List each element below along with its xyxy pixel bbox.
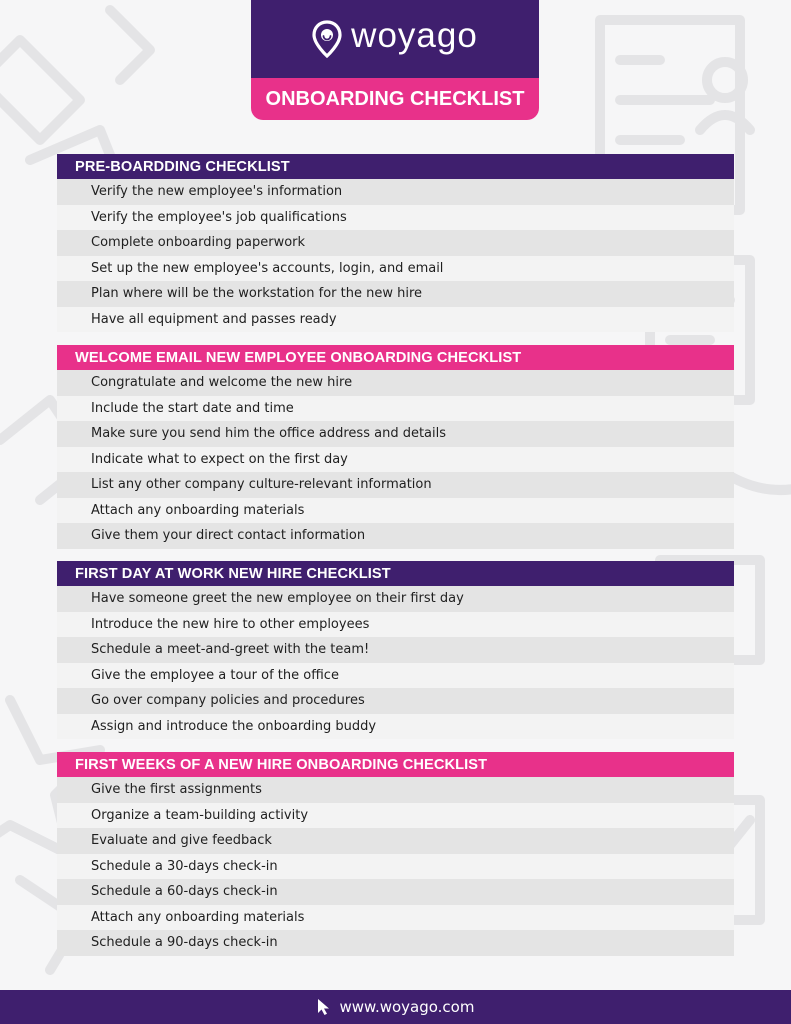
checklist-item: Organize a team-building activity: [57, 803, 734, 829]
footer-bar: [0, 990, 791, 1024]
checklist-item: Verify the new employee's information: [57, 179, 734, 205]
checklist-item: Schedule a meet-and-greet with the team!: [57, 637, 734, 663]
checklist-items: [57, 370, 734, 549]
checklist-item: Attach any onboarding materials: [57, 498, 734, 524]
checklist-item: Assign and introduce the onboarding buddy: [57, 714, 734, 740]
checklist-items: [57, 586, 734, 739]
brand-name: woyago: [351, 16, 478, 55]
checklist-item: Have someone greet the new employee on their first day: [57, 586, 734, 612]
section-pre-boarding: [57, 154, 734, 332]
checklist-item: Attach any onboarding materials: [57, 905, 734, 931]
checklist-item: Schedule a 90-days check-in: [57, 930, 734, 956]
checklist-item: Set up the new employee's accounts, login, and email: [57, 256, 734, 282]
section-first-weeks: [57, 752, 734, 956]
checklist-item: Congratulate and welcome the new hire: [57, 370, 734, 396]
checklist-item: Indicate what to expect on the first day: [57, 447, 734, 473]
section-heading: WELCOME EMAIL NEW EMPLOYEE ONBOARDING CHECKLIST: [57, 345, 734, 370]
checklist-item: Include the start date and time: [57, 396, 734, 422]
brand-bar: [251, 0, 539, 78]
checklist-item: Make sure you send him the office address and details: [57, 421, 734, 447]
section-heading: FIRST DAY AT WORK NEW HIRE CHECKLIST: [57, 561, 734, 586]
header-card: [251, 0, 539, 120]
checklist-item: Plan where will be the workstation for the new hire: [57, 281, 734, 307]
checklist-item: Verify the employee's job qualifications: [57, 205, 734, 231]
checklist-item: Schedule a 30-days check-in: [57, 854, 734, 880]
checklist-item: Introduce the new hire to other employees: [57, 612, 734, 638]
section-welcome-email: [57, 345, 734, 549]
checklist-item: Evaluate and give feedback: [57, 828, 734, 854]
checklist-item: Have all equipment and passes ready: [57, 307, 734, 333]
cursor-arrow-icon: [317, 998, 332, 1016]
section-heading: PRE-BOARDDING CHECKLIST: [57, 154, 734, 179]
section-heading: FIRST WEEKS OF A NEW HIRE ONBOARDING CHECKLIST: [57, 752, 734, 777]
checklist-item: Go over company policies and procedures: [57, 688, 734, 714]
location-pin-icon: [312, 20, 342, 58]
checklist-item: Give the employee a tour of the office: [57, 663, 734, 689]
checklist-item: Complete onboarding paperwork: [57, 230, 734, 256]
checklist-item: List any other company culture-relevant information: [57, 472, 734, 498]
checklist-items: [57, 777, 734, 956]
checklist-item: Schedule a 60-days check-in: [57, 879, 734, 905]
website-link[interactable]: www.woyago.com: [339, 998, 475, 1016]
section-first-day: [57, 561, 734, 739]
checklist-item: Give them your direct contact information: [57, 523, 734, 549]
page-title: ONBOARDING CHECKLIST: [251, 78, 539, 120]
checklist-items: [57, 179, 734, 332]
checklist-item: Give the first assignments: [57, 777, 734, 803]
